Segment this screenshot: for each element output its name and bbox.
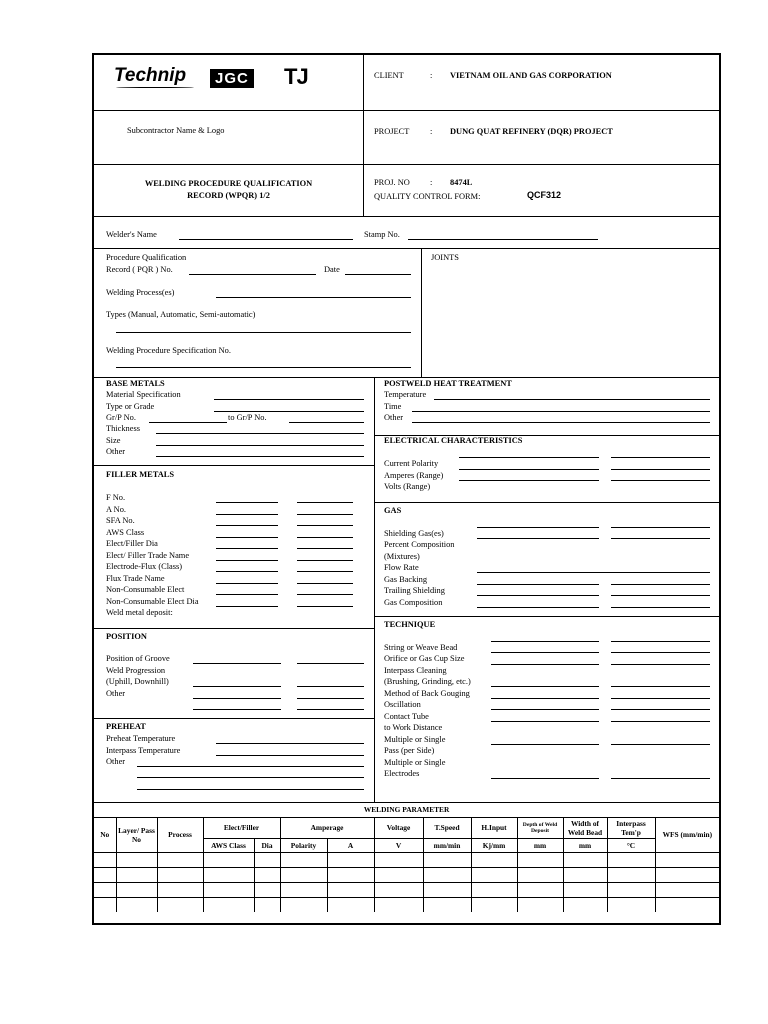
col-degc: °C (607, 838, 655, 852)
client-label: CLIENT (374, 71, 404, 80)
current-polarity-field-1[interactable] (459, 457, 599, 458)
tj-logo: TJ (284, 64, 308, 89)
filler-weld-deposit-label: Weld metal deposit: (106, 608, 173, 617)
position-other-field-3[interactable] (193, 709, 281, 710)
stamp-no-label: Stamp No. (364, 230, 400, 239)
col-dia: Dia (254, 838, 280, 852)
trailing-shielding-field-1[interactable] (477, 595, 599, 596)
projno-label: PROJ. NO (374, 178, 410, 187)
joints-label: JOINTS (431, 253, 459, 262)
base-material-spec-field[interactable] (214, 399, 364, 400)
gas-backing-field-1[interactable] (477, 584, 599, 585)
base-thickness-label: Thickness (106, 424, 140, 433)
orifice-label: Orifice or Gas Cup Size (384, 654, 465, 663)
welding-parameter-table (94, 803, 719, 912)
pwht-other-field[interactable] (412, 422, 710, 423)
preheat-title: PREHEAT (106, 722, 146, 731)
col-voltage: Voltage (374, 817, 423, 838)
shielding-gas-field-2[interactable] (611, 527, 710, 528)
shielding-gas-label: Shielding Gas(es) (384, 529, 444, 538)
filler-a-no-field-1[interactable] (216, 514, 278, 515)
project-colon: : (430, 127, 433, 136)
back-gouging-field-2[interactable] (611, 698, 710, 699)
base-metals-title: BASE METALS (106, 379, 165, 388)
brushing-grinding-field-1[interactable] (491, 686, 599, 687)
filler-flux-trade-label: Flux Trade Name (106, 574, 165, 583)
filler-elect-dia-field-1[interactable] (216, 548, 278, 549)
technip-logo-swoosh (116, 87, 194, 88)
base-grp-label: Gr/P No. (106, 413, 136, 422)
base-to-grp-label: to Gr/P No. (228, 413, 267, 422)
welding-parameter-title: WELDING PARAMETER (94, 803, 719, 817)
position-other-label: Other (106, 689, 126, 698)
types-label: Types (Manual, Automatic, Semi-automatic) (106, 310, 256, 319)
welders-name-label: Welder's Name (106, 230, 157, 239)
percent-composition-field-1[interactable] (477, 538, 599, 539)
col-no: No (94, 817, 116, 852)
pqr-label-line2: Record ( PQR ) No. (106, 265, 173, 274)
interpass-cleaning-field-1[interactable] (491, 664, 599, 665)
filler-nonconsumable-dia-field-1[interactable] (216, 606, 278, 607)
filler-electrode-flux-field-1[interactable] (216, 571, 278, 572)
filler-elect-dia-label: Elect/Filler Dia (106, 539, 158, 548)
uphill-downhill-label: (Uphill, Downhill) (106, 677, 169, 686)
filler-sfa-no-field-2[interactable] (297, 525, 353, 526)
amperes-range-field-1[interactable] (459, 469, 599, 470)
pwht-time-field[interactable] (412, 411, 710, 412)
work-distance-field-2[interactable] (611, 721, 710, 722)
pqr-no-field[interactable] (189, 274, 316, 275)
electrodes-field-1[interactable] (491, 778, 599, 779)
base-size-label: Size (106, 436, 121, 445)
filler-f-no-field-2[interactable] (297, 502, 353, 503)
shielding-gas-field-1[interactable] (477, 527, 599, 528)
orifice-field-2[interactable] (611, 652, 710, 653)
percent-composition-label: Percent Composition (384, 540, 455, 549)
filler-flux-trade-field-1[interactable] (216, 583, 278, 584)
welding-process-field[interactable] (216, 297, 411, 298)
col-depth: Depth of Weld Deposit (517, 817, 563, 838)
interpass-temp-field[interactable] (216, 755, 364, 756)
wps-field[interactable] (116, 367, 411, 368)
position-other-field-1[interactable] (193, 698, 281, 699)
base-other-label: Other (106, 447, 126, 456)
back-gouging-label: Method of Back Gouging (384, 689, 470, 698)
amperes-range-field-2[interactable] (611, 469, 710, 470)
string-weave-field-2[interactable] (611, 641, 710, 642)
col-aws-class: AWS Class (203, 838, 254, 852)
col-interpass: Interpass Tem'p (607, 817, 655, 838)
filler-f-no-label: F No. (106, 493, 126, 502)
wps-label: Welding Procedure Specification No. (106, 346, 231, 355)
pass-per-side-label: Pass (per Side) (384, 746, 435, 755)
date-field[interactable] (345, 274, 411, 275)
oscillation-field-2[interactable] (611, 709, 710, 710)
pwht-title: POSTWELD HEAT TREATMENT (384, 379, 512, 388)
filler-elect-dia-field-2[interactable] (297, 548, 353, 549)
base-size-field[interactable] (156, 445, 364, 446)
client-value: VIETNAM OIL AND GAS CORPORATION (450, 71, 612, 80)
gas-title: GAS (384, 506, 402, 515)
table-row[interactable] (94, 867, 719, 882)
pass-per-side-field-2[interactable] (611, 744, 710, 745)
pwht-other-label: Other (384, 413, 404, 422)
project-label: PROJECT (374, 127, 410, 136)
filler-aws-class-label: AWS Class (106, 528, 145, 537)
percent-composition-field-2[interactable] (611, 538, 710, 539)
interpass-cleaning-field-2[interactable] (611, 664, 710, 665)
filler-flux-trade-field-2[interactable] (297, 583, 353, 584)
filler-nonconsumable-field-2[interactable] (297, 594, 353, 595)
date-label: Date (324, 265, 340, 274)
filler-trade-name-field-1[interactable] (216, 560, 278, 561)
col-process: Process (157, 817, 203, 852)
filler-nonconsumable-field-1[interactable] (216, 594, 278, 595)
preheat-other-field-3[interactable] (137, 789, 364, 790)
brushing-grinding-label: (Brushing, Grinding, etc.) (384, 677, 471, 686)
current-polarity-field-2[interactable] (611, 457, 710, 458)
filler-aws-class-field-2[interactable] (297, 537, 353, 538)
base-other-field[interactable] (156, 456, 364, 457)
volts-range-label: Volts (Range) (384, 482, 431, 491)
amperes-range-label: Amperes (Range) (384, 471, 444, 480)
electrodes-field-2[interactable] (611, 778, 710, 779)
pass-per-side-field-1[interactable] (491, 744, 599, 745)
base-type-grade-label: Type or Grade (106, 402, 155, 411)
pwht-time-label: Time (384, 402, 402, 411)
col-a: A (327, 838, 374, 852)
gas-backing-field-2[interactable] (611, 584, 710, 585)
flow-rate-label: Flow Rate (384, 563, 419, 572)
oscillation-field-1[interactable] (491, 709, 599, 710)
position-groove-field-2[interactable] (297, 663, 364, 664)
col-amperage: Amperage (280, 817, 374, 838)
gas-composition-field-2[interactable] (611, 607, 710, 608)
orifice-field-1[interactable] (491, 652, 599, 653)
col-layer-pass: Layer/ Pass No (116, 817, 157, 852)
base-material-spec-label: Material Specification (106, 390, 181, 399)
filler-f-no-field-1[interactable] (216, 502, 278, 503)
subcontractor-label: Subcontractor Name & Logo (127, 126, 225, 135)
position-groove-label: Position of Groove (106, 654, 170, 663)
filler-trade-name-field-2[interactable] (297, 560, 353, 561)
qcf-label: QUALITY CONTROL FORM: (374, 192, 481, 201)
gas-backing-label: Gas Backing (384, 575, 428, 584)
preheat-other-label: Other (106, 757, 126, 766)
table-row[interactable] (94, 882, 719, 897)
stamp-no-field[interactable] (408, 239, 598, 240)
base-grp-field[interactable] (149, 422, 227, 423)
weld-progression-label: Weld Progression (106, 666, 166, 675)
filler-sfa-no-label: SFA No. (106, 516, 135, 525)
work-distance-field-1[interactable] (491, 721, 599, 722)
position-groove-field-1[interactable] (193, 663, 281, 664)
preheat-other-field-1[interactable] (137, 766, 364, 767)
technip-logo: Technip (114, 65, 187, 86)
preheat-temp-label: Preheat Temperature (106, 734, 176, 743)
form-title-line1: WELDING PROCEDURE QUALIFICATION (144, 179, 313, 188)
back-gouging-field-1[interactable] (491, 698, 599, 699)
preheat-other-field-2[interactable] (137, 777, 364, 778)
position-other-field-4[interactable] (297, 709, 364, 710)
pqr-label-line1: Procedure Qualification (106, 253, 187, 262)
oscillation-label: Oscillation (384, 700, 421, 709)
string-weave-label: String or Weave Bead (384, 643, 458, 652)
volts-range-field-1[interactable] (459, 480, 599, 481)
filler-metals-title: FILLER METALS (106, 470, 175, 479)
filler-aws-class-field-1[interactable] (216, 537, 278, 538)
col-polarity: Polarity (280, 838, 327, 852)
table-row[interactable] (94, 897, 719, 912)
multiple-single-pass-label: Multiple or Single (384, 735, 446, 744)
wpqr-form (92, 53, 721, 925)
gas-composition-field-1[interactable] (477, 607, 599, 608)
col-depth-unit: mm (517, 838, 563, 852)
filler-nonconsumable-label: Non-Consumable Elect (106, 585, 185, 594)
electrodes-label: Electrodes (384, 769, 420, 778)
pwht-temperature-label: Temperature (384, 390, 427, 399)
col-wfs: WFS (mm/min) (655, 817, 719, 852)
position-other-field-2[interactable] (297, 698, 364, 699)
welding-process-label: Welding Process(es) (106, 288, 175, 297)
projno-value: 8474L (450, 178, 473, 187)
form-title-line2: RECORD (WPQR) 1/2 (187, 191, 270, 200)
filler-a-no-field-2[interactable] (297, 514, 353, 515)
multiple-single-elect-label: Multiple or Single (384, 758, 446, 767)
col-mmmin: mm/min (423, 838, 471, 852)
filler-sfa-no-field-1[interactable] (216, 525, 278, 526)
table-row[interactable] (94, 852, 719, 867)
col-elect-filler: Elect/Filler (203, 817, 280, 838)
string-weave-field-1[interactable] (491, 641, 599, 642)
work-distance-label: to Work Distance (384, 723, 443, 732)
trailing-shielding-field-2[interactable] (611, 595, 710, 596)
types-field[interactable] (116, 332, 411, 333)
electrical-title: ELECTRICAL CHARACTERISTICS (384, 436, 523, 445)
jgc-logo: JGC (210, 69, 254, 88)
projno-colon: : (430, 178, 433, 187)
technique-title: TECHNIQUE (384, 620, 436, 629)
volts-range-field-2[interactable] (611, 480, 710, 481)
filler-a-no-label: A No. (106, 505, 127, 514)
weld-progression-field-1[interactable] (193, 686, 281, 687)
interpass-cleaning-label: Interpass Cleaning (384, 666, 447, 675)
qcf-value: QCF312 (527, 190, 562, 200)
base-to-grp-field[interactable] (289, 422, 364, 423)
mixtures-label: (Mixtures) (384, 552, 420, 561)
current-polarity-label: Current Polarity (384, 459, 439, 468)
interpass-temp-label: Interpass Temperature (106, 746, 181, 755)
contact-tube-label: Contact Tube (384, 712, 429, 721)
weld-progression-field-2[interactable] (297, 686, 364, 687)
preheat-temp-field[interactable] (216, 743, 364, 744)
position-title: POSITION (106, 632, 147, 641)
brushing-grinding-field-2[interactable] (611, 686, 710, 687)
client-colon: : (430, 71, 433, 80)
col-width: Width of Weld Bead (563, 817, 607, 838)
gas-composition-label: Gas Composition (384, 598, 443, 607)
welders-name-field[interactable] (179, 239, 353, 240)
flow-rate-field[interactable] (477, 572, 710, 573)
filler-nonconsumable-dia-label: Non-Consumable Elect Dia (106, 597, 199, 606)
col-hinput: H.Input (471, 817, 517, 838)
filler-electrode-flux-label: Electrode-Flux (Class) (106, 562, 183, 571)
col-v: V (374, 838, 423, 852)
trailing-shielding-label: Trailing Shielding (384, 586, 445, 595)
base-thickness-field[interactable] (156, 433, 364, 434)
filler-electrode-flux-field-2[interactable] (297, 571, 353, 572)
pwht-temperature-field[interactable] (434, 399, 710, 400)
filler-trade-name-label: Elect/ Filler Trade Name (106, 551, 190, 560)
filler-nonconsumable-dia-field-2[interactable] (297, 606, 353, 607)
project-value: DUNG QUAT REFINERY (DQR) PROJECT (450, 127, 613, 136)
col-tspeed: T.Speed (423, 817, 471, 838)
col-kjmm: Kj/mm (471, 838, 517, 852)
col-width-unit: mm (563, 838, 607, 852)
